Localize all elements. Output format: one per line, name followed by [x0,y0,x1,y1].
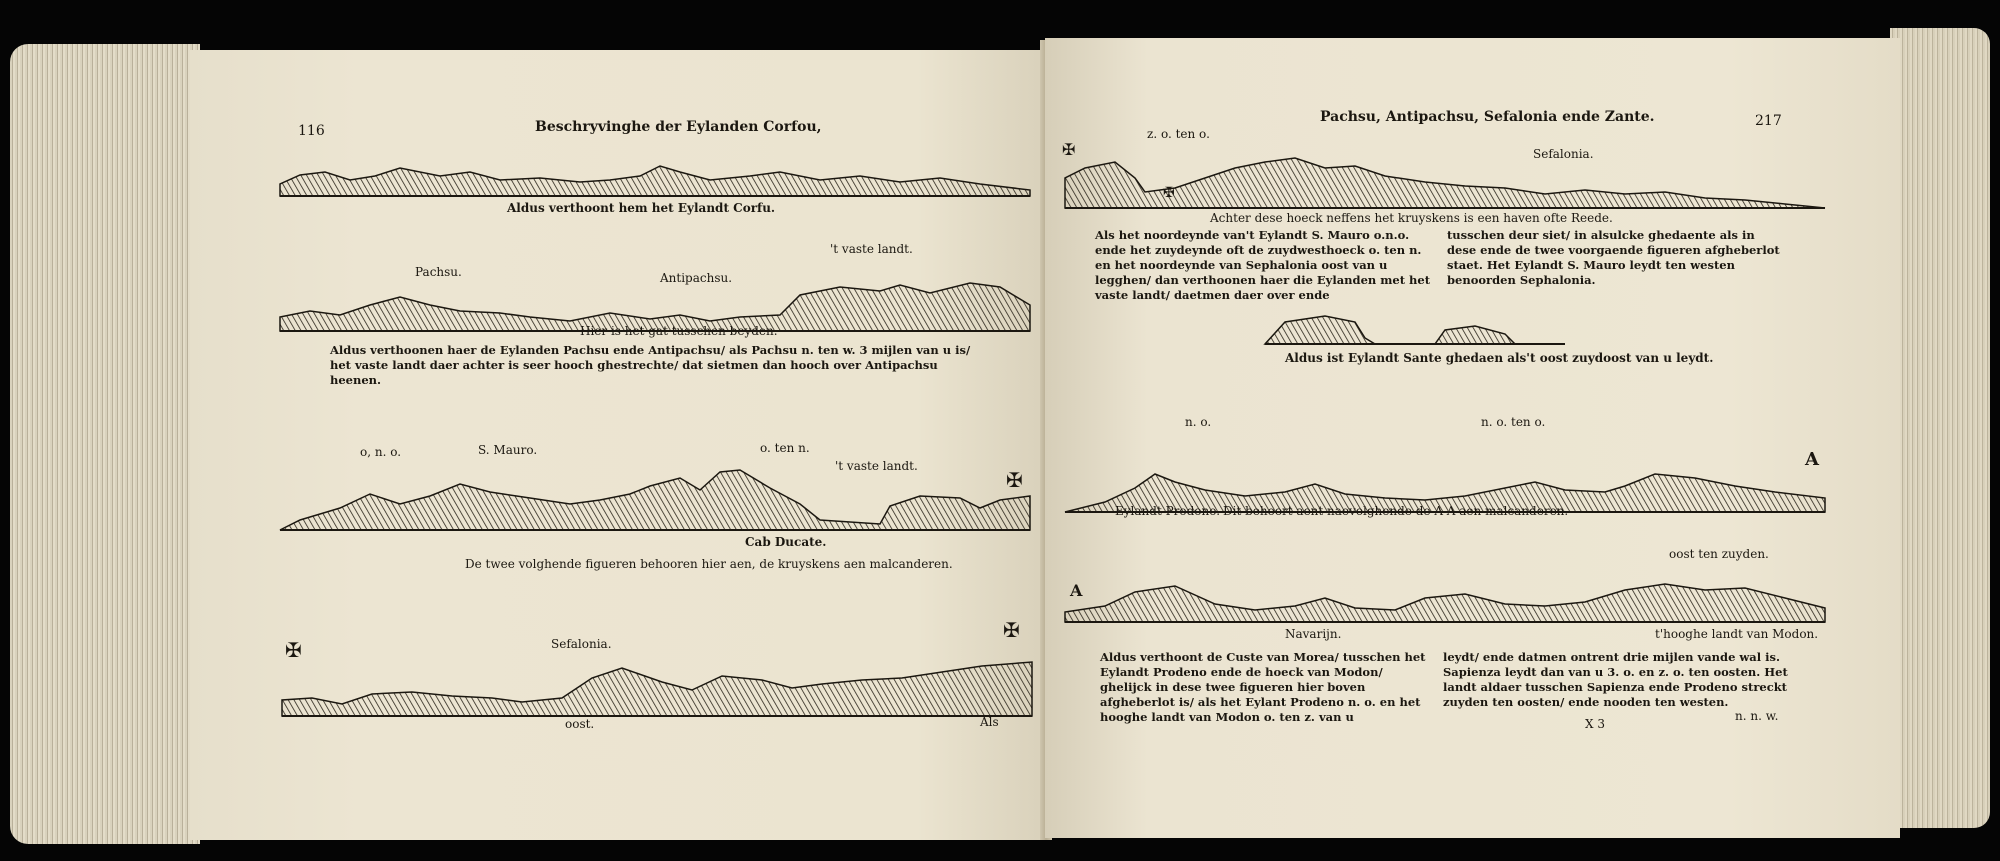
running-head: Pachsu, Antipachsu, Sefalonia ende Zante. [1320,109,1655,125]
label-s-mauro: S. Mauro. [478,443,538,457]
label-sefalonia: Sefalonia. [551,637,612,651]
label-zo-ten-o: z. o. ten o. [1147,127,1210,141]
body-text-col2: tusschen deur siet/ in alsulcke ghedaente als in dese ende de twee voorgaende figueren afgheberlot staet. Het Eylandt S. Mauro leydt ten westen benoorden Sephalonia. [1447,228,1780,287]
label-oost: oost. [565,717,595,731]
coastline-zante-profile [1265,308,1565,348]
right-page-edges [1890,28,1990,828]
label-pachsu: Pachsu. [415,265,462,279]
running-head: Beschryvinghe der Eylanden Corfou, [535,119,822,135]
label-antipachsu: Antipachsu. [660,271,733,285]
body-text-col1: Als het noordeynde van't Eylandt S. Mauro o.n.o. ende het zuydeynde oft de zuydwesthoeck o. ten n. en het noordeynde van Sephalonia oost van u legghen/ dan verthoonen haer die Eylanden met het vaste landt/ daetmen daer over ende [1095,228,1431,302]
caption-a-a: Dit behoort aent naevolghende de A A aen malcanderen. [1223,504,1569,518]
cross-mark-icon: ✠ [1062,140,1076,159]
coastline-s-mauro-profile [280,460,1030,535]
catchword: Als [980,715,999,729]
page-number: 116 [298,123,325,139]
label-oost-ten-zuyden: oost ten zuyden. [1669,547,1769,561]
cross-mark-icon: ✠ [1163,185,1175,201]
marker-a: A [1070,581,1083,600]
caption-navarijn: Navarijn. [1285,627,1342,641]
signature-mark: X 3 [1585,717,1605,731]
label-sefalonia: Sefalonia. [1533,147,1594,161]
caption-modon: t'hooghe landt van Modon. [1655,627,1819,641]
cross-mark-icon: ✠ [1006,468,1023,492]
label-vaste-landt-2: 't vaste landt. [835,459,918,473]
caption-cab-ducate: Cab Ducate. [745,535,827,549]
page-number: 217 [1755,113,1782,129]
coastline-corfu-profile [280,150,1030,200]
note-figures: De twee volghende figueren behooren hier aen, de kruyskens aen malcanderen. [465,557,953,571]
coastline-sefalonia-east-profile [1065,148,1825,218]
label-no-ten-o: n. o. ten o. [1481,415,1546,429]
note-gap: Hier is het gat tusschen beyden. [580,324,778,338]
body-text-morea-col1: Aldus verthoont de Custe van Morea/ tusschen het Eylandt Prodeno ende de hoeck van Modon/ ghelijck in dese twee figueren hier boven afgheberlot is/ als het Eylant Prodeno n. o. en het hooghe landt van Modon o. ten z. van u [1100,650,1426,724]
cross-mark-icon: ✠ [1003,618,1020,642]
caption-haven: Achter dese hoeck neffens het kruyskens is een haven ofte Reede. [1210,211,1613,225]
cross-mark-icon: ✠ [285,638,302,662]
caption-zante: Aldus ist Eylandt Sante ghedaen als't oost zuydoost van u leydt. [1285,351,1714,365]
marker-a: A [1805,449,1819,470]
caption-prodono: Eylandt Prodono. [1115,504,1221,518]
label-vaste-landt: 't vaste landt. [830,242,913,256]
label-o-ten-n: o. ten n. [760,441,810,455]
body-text-pachsu: Aldus verthoonen haer de Eylanden Pachsu ende Antipachsu/ als Pachsu n. ten w. 3 mijlen van u is/ het vaste landt daer achter is seer hooch ghestrechte/ dat sietmen dan hooch over Antipachsu heenen. [330,343,971,387]
caption-corfu: Aldus verthoont hem het Eylandt Corfu. [507,201,776,215]
coastline-morea-profile [1065,558,1825,628]
right-page [1045,38,1900,838]
body-text-morea-col2: leydt/ ende datmen ontrent drie mijlen vande wal is. Sapienza leydt dan van u 3. o. en z. o. ten oosten. Het landt aldaer tusschen Sapienza ende Prodeno streckt zuyden ten oosten/ ende nooden ten westen. [1443,650,1788,709]
catchword: n. n. w. [1735,709,1779,723]
left-page-edges [10,44,200,844]
label-ono: o, n. o. [360,445,402,459]
coastline-sefalonia-profile [282,650,1032,720]
label-no: n. o. [1185,415,1212,429]
left-page [190,50,1045,840]
